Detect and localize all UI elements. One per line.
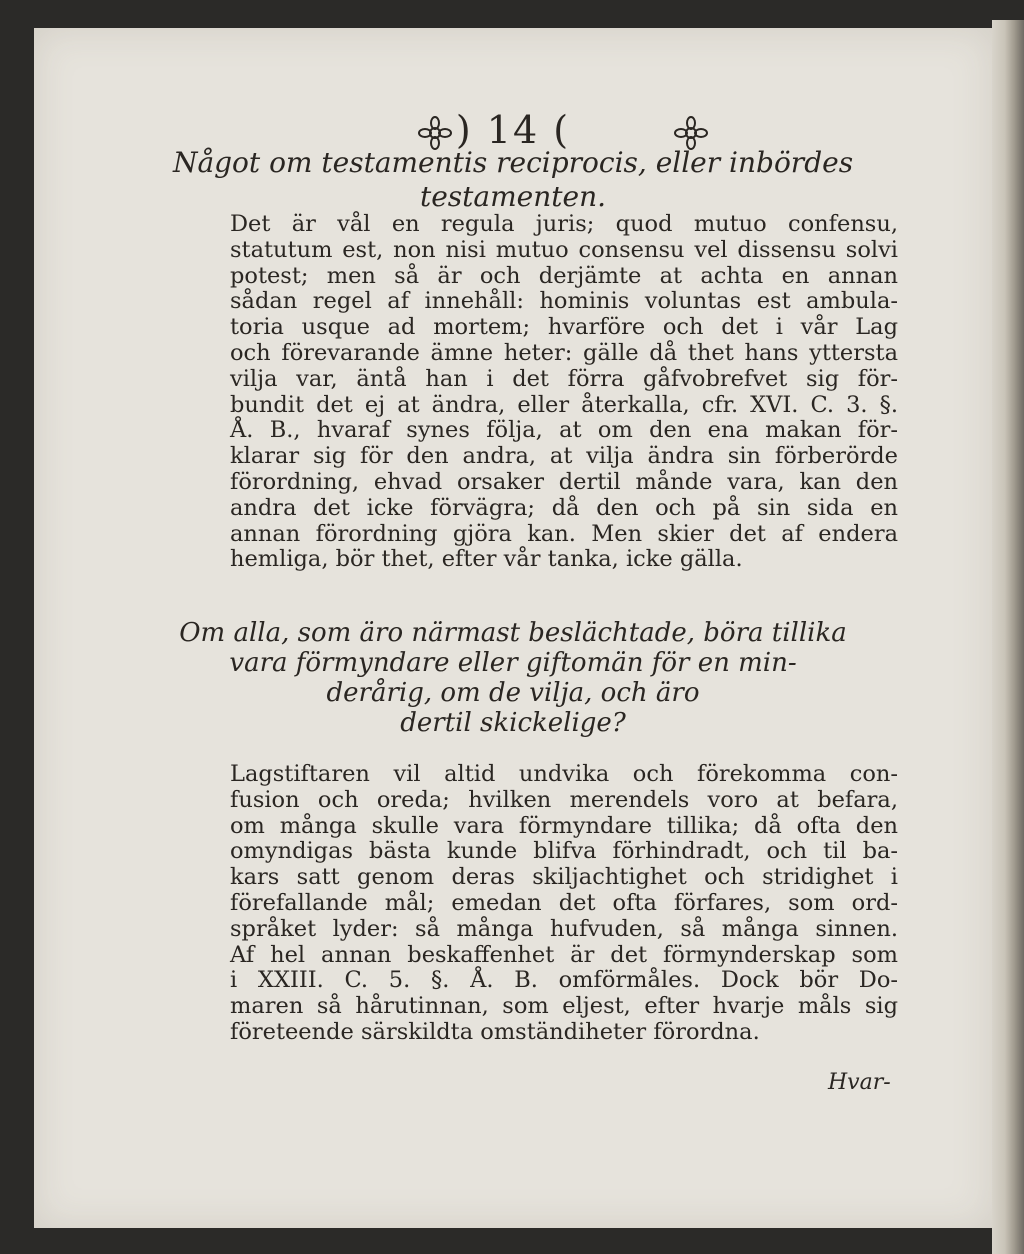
text-line: maren så hårutinnan, som eljest, efter hvarje måls sig (230, 993, 898, 1020)
book-page (34, 28, 992, 1228)
heading-line: testamenten. (419, 180, 607, 213)
right-flower-ornament-icon (674, 116, 708, 150)
text-line: Lagstiftaren vil altid undvika och förekomma con- (230, 761, 898, 787)
section-heading-1 (34, 146, 992, 214)
text-line: andra det icke förvägra; då den och på sin sida en (230, 494, 898, 521)
text-line: och förevarande ämne heter: gälle då thet hans yttersta (230, 339, 898, 366)
heading-line: Något om testamentis reciprocis, eller inbördes (172, 146, 854, 179)
text-line: vilja var, äntå han i det förra gåfvobrefvet sig för- (230, 365, 898, 392)
catchword: Hvar- (828, 1070, 891, 1095)
heading-line: Om alla, som äro närmast beslächtade, böra tillika (179, 618, 847, 648)
heading-line: dertil skickelige? (400, 708, 626, 738)
text-line: toria usque ad mortem; hvarföre och det i vår Lag (230, 314, 898, 341)
text-line: kars satt genom deras skiljachtighet och stridighet i (230, 864, 898, 891)
text-line: klarar sig för den andra, at vilja ändra sin förberörde (230, 443, 898, 470)
text-line: förordning, ehvad orsaker dertil månde vara, kan den (230, 468, 898, 495)
page-edge (992, 20, 1024, 1254)
text-line: hemliga, bör thet, efter vår tanka, icke gälla. (230, 546, 743, 573)
text-line: i XXIII. C. 5. §. Å. B. omförmåles. Dock bör Do- (230, 967, 898, 994)
heading-line: derårig, om de vilja, och äro (326, 678, 700, 708)
text-line: bundit det ej at ändra, eller återkalla, cfr. XVI. C. 3. §. (230, 391, 898, 418)
text-line: Af hel annan beskaffenhet är det förmynderskap som (230, 941, 898, 968)
text-line: språket lyder: så många hufvuden, så många sinnen. (230, 915, 898, 942)
heading-line: vara förmyndare eller giftomän för en min- (229, 648, 797, 678)
text-line: förefallande mål; emedan det ofta förfares, som ord- (230, 889, 898, 916)
page-number: ) 14 ( (455, 108, 571, 152)
text-line: potest; men så är och derjämte at achta en annan (230, 262, 898, 289)
text-line: sådan regel af innehåll: hominis voluntas est ambula- (230, 288, 898, 315)
paragraph-1 (230, 212, 898, 573)
text-line: företeende särskildta omständiheter förordna. (230, 1018, 760, 1045)
text-line: Å. B., hvaraf synes följa, at om den ena makan för- (230, 417, 898, 444)
text-line: Det är vål en regula juris; quod mutuo confensu, (230, 211, 898, 237)
section-heading-2 (34, 618, 992, 738)
paragraph-2 (230, 762, 898, 1046)
text-line: statutum est, non nisi mutuo consensu vel dissensu solvi (230, 236, 898, 263)
text-line: om många skulle vara förmyndare tillika; då ofta den (230, 812, 898, 839)
text-line: annan förordning gjöra kan. Men skier det af endera (230, 520, 898, 547)
text-line: fusion och oreda; hvilken merendels voro at befara, (230, 786, 898, 813)
text-line: omyndigas bästa kunde blifva förhindradt, och til ba- (230, 838, 898, 865)
